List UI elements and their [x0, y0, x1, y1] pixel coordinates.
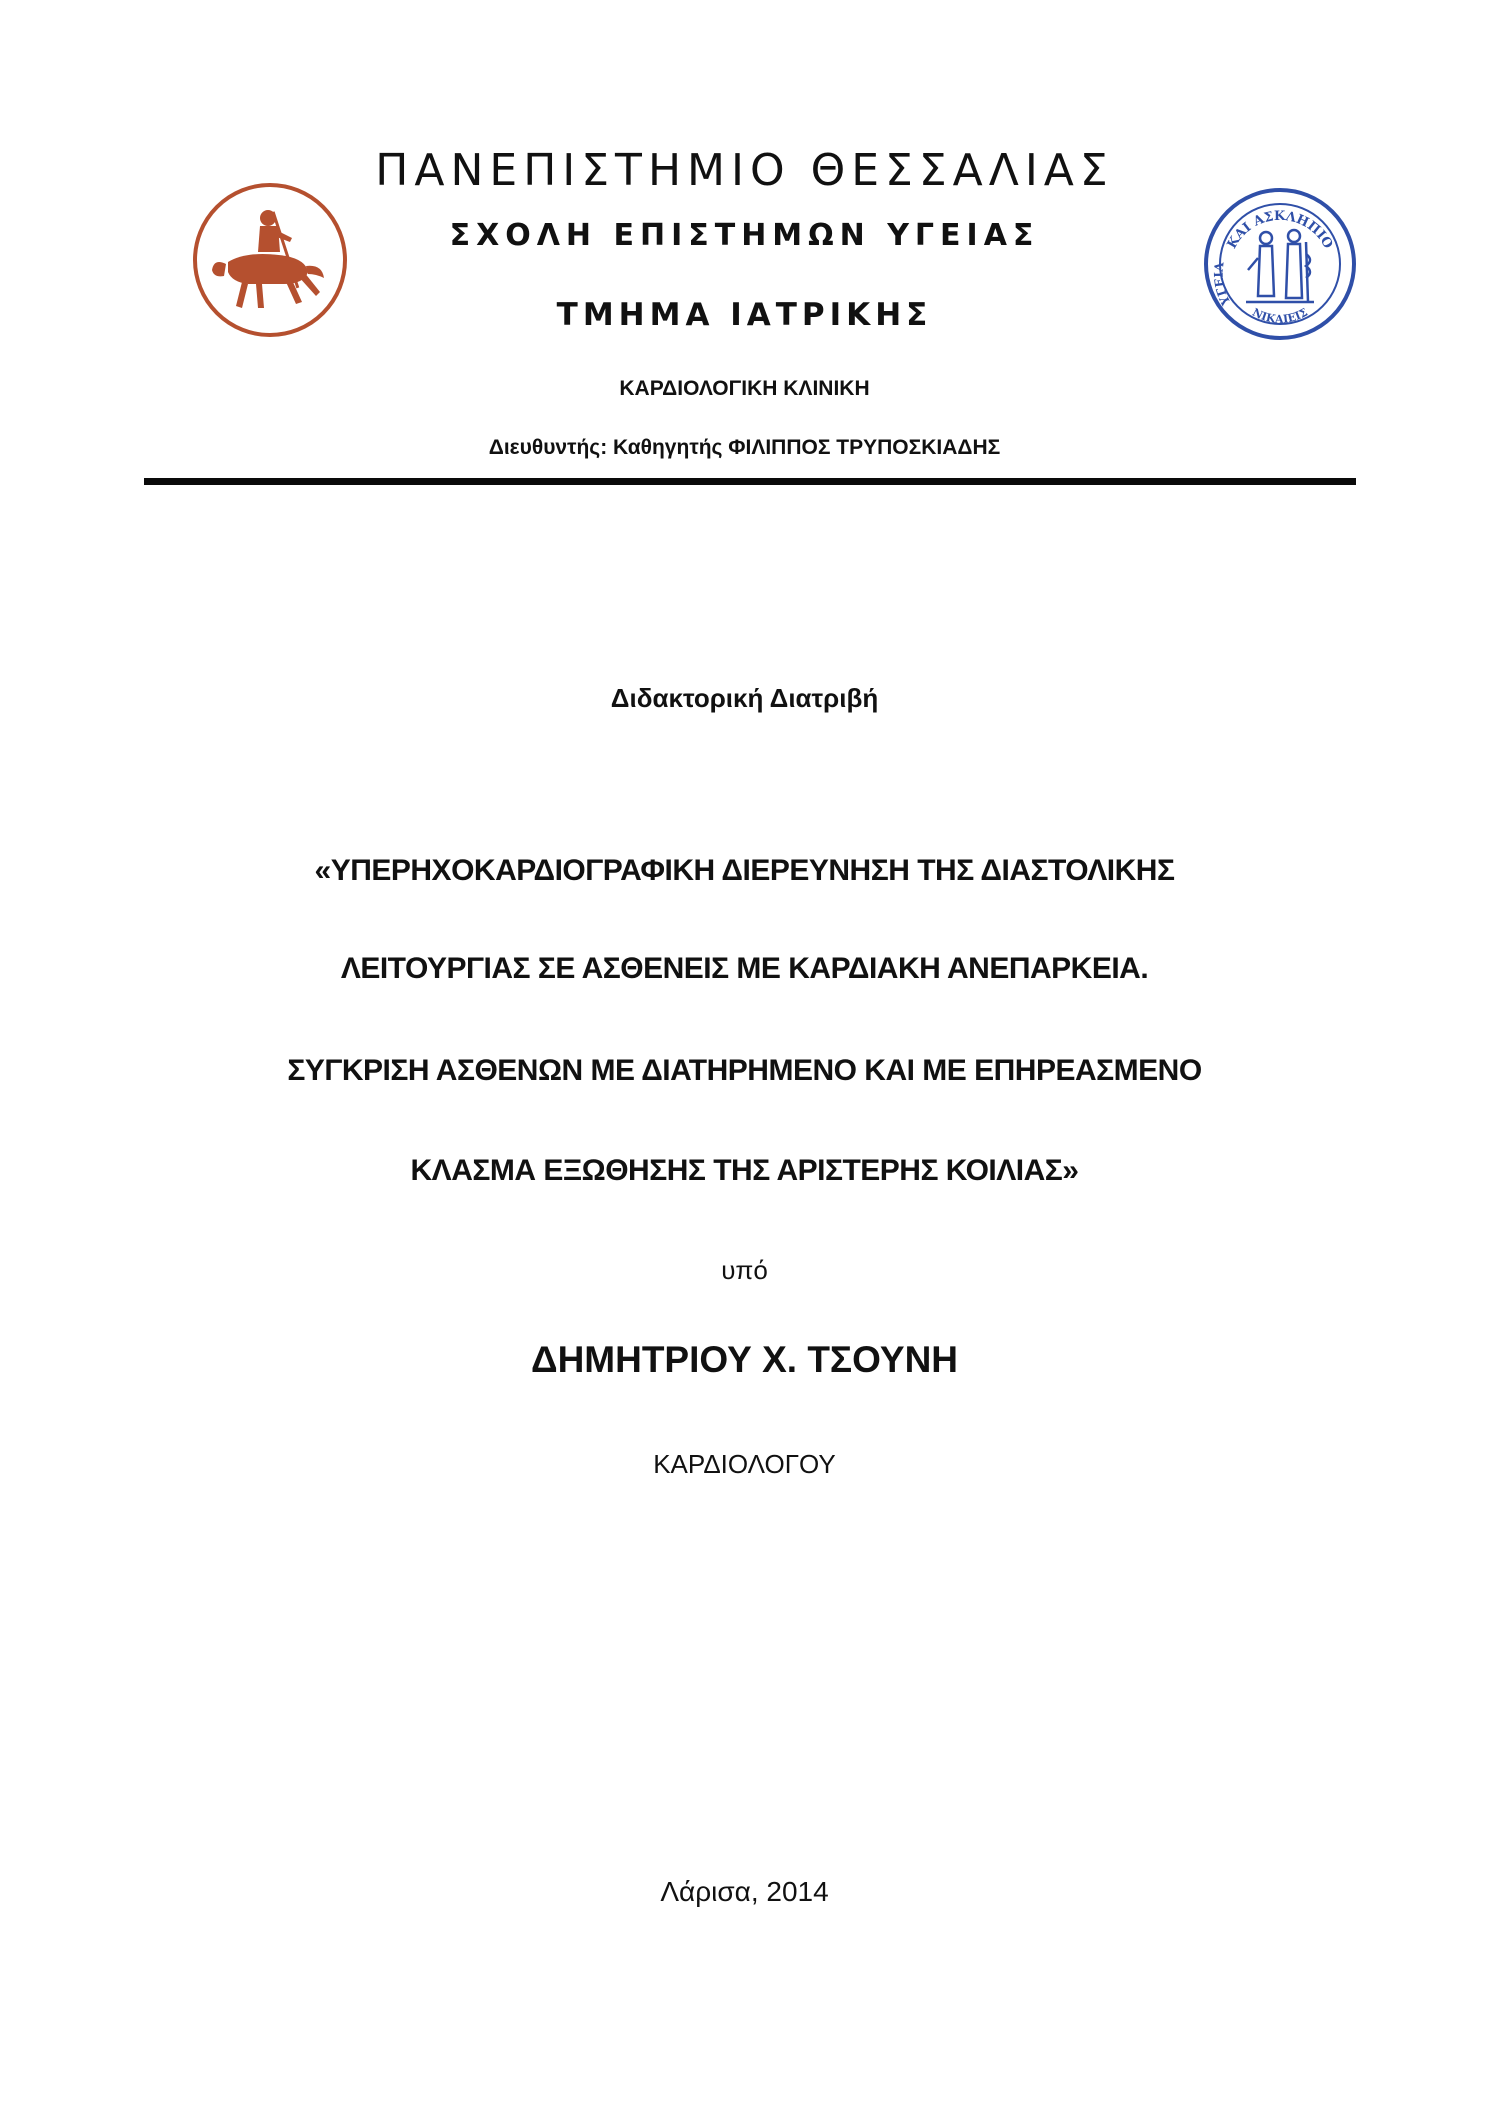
seal-inscription-left: ΥΓΕΙΑ — [1211, 261, 1234, 308]
department-name: ΤΜΗΜΑ ΙΑΤΡΙΚΗΣ — [556, 297, 933, 333]
title-line: ΚΛΑΣΜΑ ΕΞΩΘΗΣΗΣ ΤΗΣ ΑΡΙΣΤΕΡΗΣ ΚΟΙΛΙΑΣ» — [410, 1154, 1079, 1187]
document-type: Διδακτορική Διατριβή — [610, 683, 879, 713]
director-line: Διευθυντής: Καθηγητής ΦΙΛΙΠΠΟΣ ΤΡΥΠΟΣΚΙΑΔΗΣ — [488, 436, 1001, 459]
seal-inscription-top: ΚΑΙ ΑΣΚΛΗΠΙΟ — [1224, 208, 1336, 252]
title-line: ΣΥΓΚΡΙΣΗ ΑΣΘΕΝΩΝ ΜΕ ΔΙΑΤΗΡΗΜΕΝΟ ΚΑΙ ΜΕ ΕΠΗΡΕΑΣΜΕΝΟ — [287, 1054, 1202, 1087]
header-divider — [144, 478, 1356, 485]
title-line: «ΥΠΕΡΗΧΟΚΑΡΔΙΟΓΡΑΦΙΚΗ ΔΙΕΡΕΥΝΗΣΗ ΤΗΣ ΔΙΑΣΤΟΛΙΚΗΣ — [314, 854, 1175, 887]
place-date: Λάρισα, 2014 — [660, 1876, 829, 1907]
clinic-name: ΚΑΡΔΙΟΛΟΓΙΚΗ ΚΛΙΝΙΚΗ — [619, 377, 870, 400]
by-label: υπό — [721, 1255, 768, 1285]
seal-inscription-bottom: ΝΙΚΑΙΕΙΣ — [1250, 305, 1310, 326]
university-name: ΠΑΝΕΠΙΣΤΗΜΙΟ ΘΕΣΣΑΛΙΑΣ — [375, 145, 1114, 196]
school-name: ΣΧΟΛΗ ΕΠΙΣΤΗΜΩΝ ΥΓΕΙΑΣ — [449, 218, 1040, 253]
author-profession: ΚΑΡΔΙΟΛΟΓΟΥ — [653, 1449, 836, 1479]
title-line: ΛΕΙΤΟΥΡΓΙΑΣ ΣΕ ΑΣΘΕΝΕΙΣ ΜΕ ΚΑΡΔΙΑΚΗ ΑΝΕΠΑΡΚΕΙΑ. — [340, 952, 1149, 985]
author-name: ΔΗΜΗΤΡΙΟΥ Χ. ΤΣΟΥΝΗ — [530, 1339, 959, 1380]
